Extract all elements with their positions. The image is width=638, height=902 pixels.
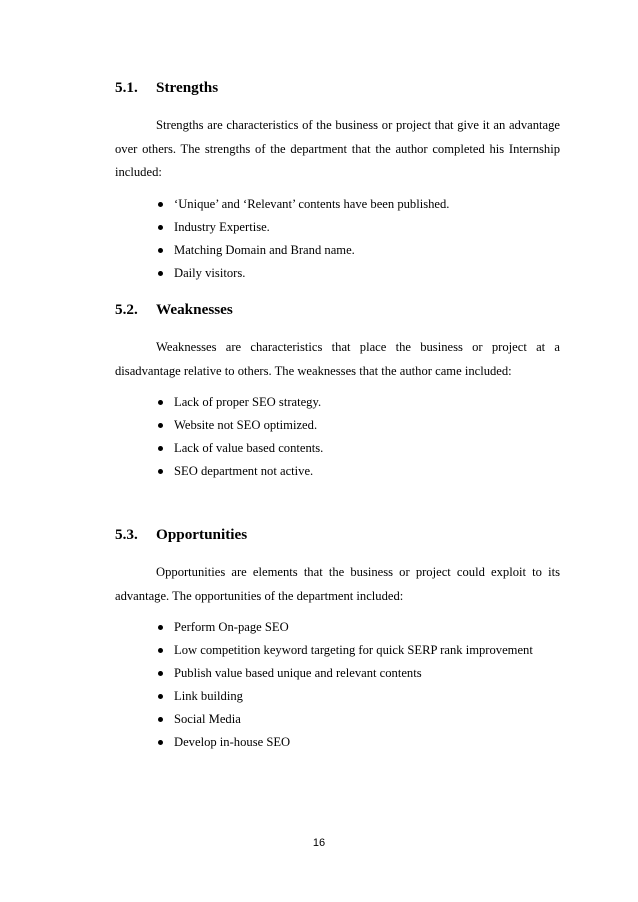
bullet-icon <box>158 225 163 230</box>
section-title: Weaknesses <box>156 301 233 318</box>
strengths-paragraph: Strengths are characteristics of the business or project that give it an advantage over others. The strengths of the department that the author completed his Internship included: <box>115 118 560 179</box>
list-item: Social Media <box>155 708 533 731</box>
bullet-icon <box>158 202 163 207</box>
bullet-icon <box>158 400 163 405</box>
section-number: 5.3. <box>115 526 138 543</box>
opportunities-list <box>155 616 533 754</box>
section-title: Opportunities <box>156 526 248 543</box>
list-item: Industry Expertise. <box>155 216 449 239</box>
bullet-icon <box>158 740 163 745</box>
list-item: Low competition keyword targeting for quick SERP rank improvement <box>155 639 533 662</box>
section-title: Strengths <box>156 79 219 96</box>
list-item: Perform On-page SEO <box>155 616 533 639</box>
bullet-icon <box>158 248 163 253</box>
weaknesses-list <box>155 391 323 483</box>
list-item: Matching Domain and Brand name. <box>155 239 449 262</box>
bullet-icon <box>158 694 163 699</box>
strengths-list <box>155 193 449 285</box>
bullet-icon <box>158 648 163 653</box>
opportunities-paragraph: Opportunities are elements that the business or project could exploit to its advantage. The opportunities of the department included: <box>115 565 560 603</box>
bullet-icon <box>158 625 163 630</box>
section-number: 5.2. <box>115 301 138 318</box>
list-item: SEO department not active. <box>155 460 323 483</box>
list-item: Lack of value based contents. <box>155 437 323 460</box>
list-item: ‘Unique’ and ‘Relevant’ contents have been published. <box>155 193 449 216</box>
list-item: Publish value based unique and relevant contents <box>155 662 533 685</box>
list-item: Link building <box>155 685 533 708</box>
bullet-icon <box>158 469 163 474</box>
bullet-icon <box>158 717 163 722</box>
bullet-icon <box>158 271 163 276</box>
section-heading-weaknesses <box>115 302 233 317</box>
bullet-icon <box>158 671 163 676</box>
list-item: Website not SEO optimized. <box>155 414 323 437</box>
page-number: 16 <box>312 837 326 849</box>
list-item: Lack of proper SEO strategy. <box>155 391 323 414</box>
list-item: Develop in-house SEO <box>155 731 533 754</box>
list-item: Daily visitors. <box>155 262 449 285</box>
section-number: 5.1. <box>115 79 138 96</box>
bullet-icon <box>158 423 163 428</box>
bullet-icon <box>158 446 163 451</box>
section-heading-opportunities <box>115 527 247 542</box>
weaknesses-paragraph: Weaknesses are characteristics that place the business or project at a disadvantage relative to others. The weaknesses that the author came included: <box>115 340 560 378</box>
section-heading-strengths <box>115 80 218 95</box>
